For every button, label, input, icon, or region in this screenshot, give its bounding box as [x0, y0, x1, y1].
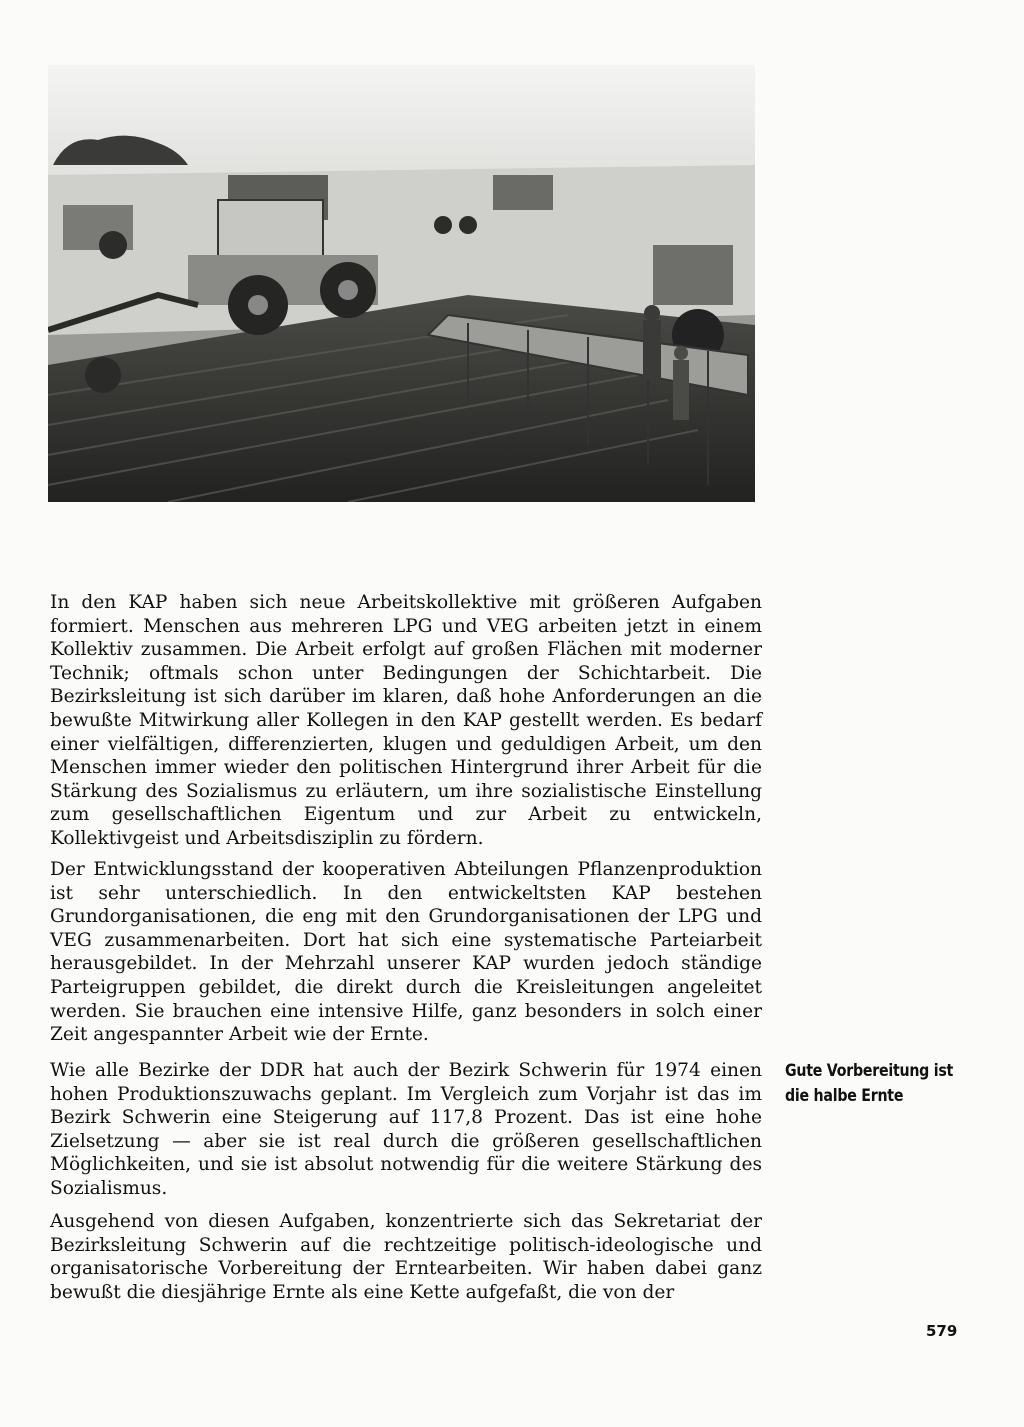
field-photo: [48, 65, 755, 502]
body-paragraph: In den KAP haben sich neue Arbeitskollektive mit größeren Aufgaben formiert. Menschen aus mehreren LPG und VEG arbeiten jetzt in einem Kollektiv zusammen. Die Arbeit erfolgt auf großen Flächen mit moderner Technik; oftmals schon unter Bedingungen der Schichtarbeit. Die Bezirksleitung ist sich darüber im klaren, daß hohe Anforderungen an die bewußte Mitwirkung aller Kollegen in den KAP gestellt werden. Es bedarf einer vielfältigen, differenzierten, klugen und geduldigen Arbeit, um den Menschen immer wieder den politischen Hintergrund ihrer Arbeit für die Stärkung des Sozialismus zu erläutern, um ihre sozialistische Einstellung zum gesellschaftlichen Eigentum und zur Arbeit zu entwickeln, Kollektivgeist und Arbeitsdisziplin zu fördern.: [50, 592, 762, 849]
margin-heading-line: die halbe Ernte: [785, 1086, 904, 1105]
page-number: 579: [926, 1322, 958, 1340]
body-paragraph: Ausgehend von diesen Aufgaben, konzentrierte sich das Sekretariat der Bezirksleitung Schwerin auf die rechtzeitige politisch-ideologische und organisatorische Vorbereitung der Erntearbeiten. Wir haben dabei ganz bewußt die diesjährige Ernte als eine Kette aufgefaßt, die von der: [50, 1211, 762, 1303]
body-paragraph: Der Entwicklungsstand der kooperativen Abteilungen Pflanzenproduktion ist sehr unterschiedlich. In den entwickeltsten KAP bestehen Grundorganisationen, die eng mit den Grundorganisationen der LPG und VEG zusammenarbeiten. Dort hat sich eine systematische Parteiarbeit herausgebildet. In der Mehrzahl unserer KAP wurden jedoch ständige Parteigruppen gebildet, die direkt durch die Kreisleitungen angeleitet werden. Sie brauchen eine intensive Hilfe, ganz besonders in solch einer Zeit angespannter Arbeit wie der Ernte.: [50, 859, 762, 1046]
margin-heading-line: Gute Vorbereitung ist: [785, 1061, 954, 1080]
tractors-field-image: [48, 65, 755, 502]
margin-heading: [785, 1058, 954, 1108]
body-paragraph: Wie alle Bezirke der DDR hat auch der Bezirk Schwerin für 1974 einen hohen Produktionszuwachs geplant. Im Vergleich zum Vorjahr ist das im Bezirk Schwerin eine Steigerung auf 117,8 Prozent. Das ist eine hohe Zielsetzung — aber sie ist real durch die größeren gesellschaftlichen Möglichkeiten, und sie ist absolut notwendig für die weitere Stärkung des Sozialismus.: [50, 1060, 762, 1199]
